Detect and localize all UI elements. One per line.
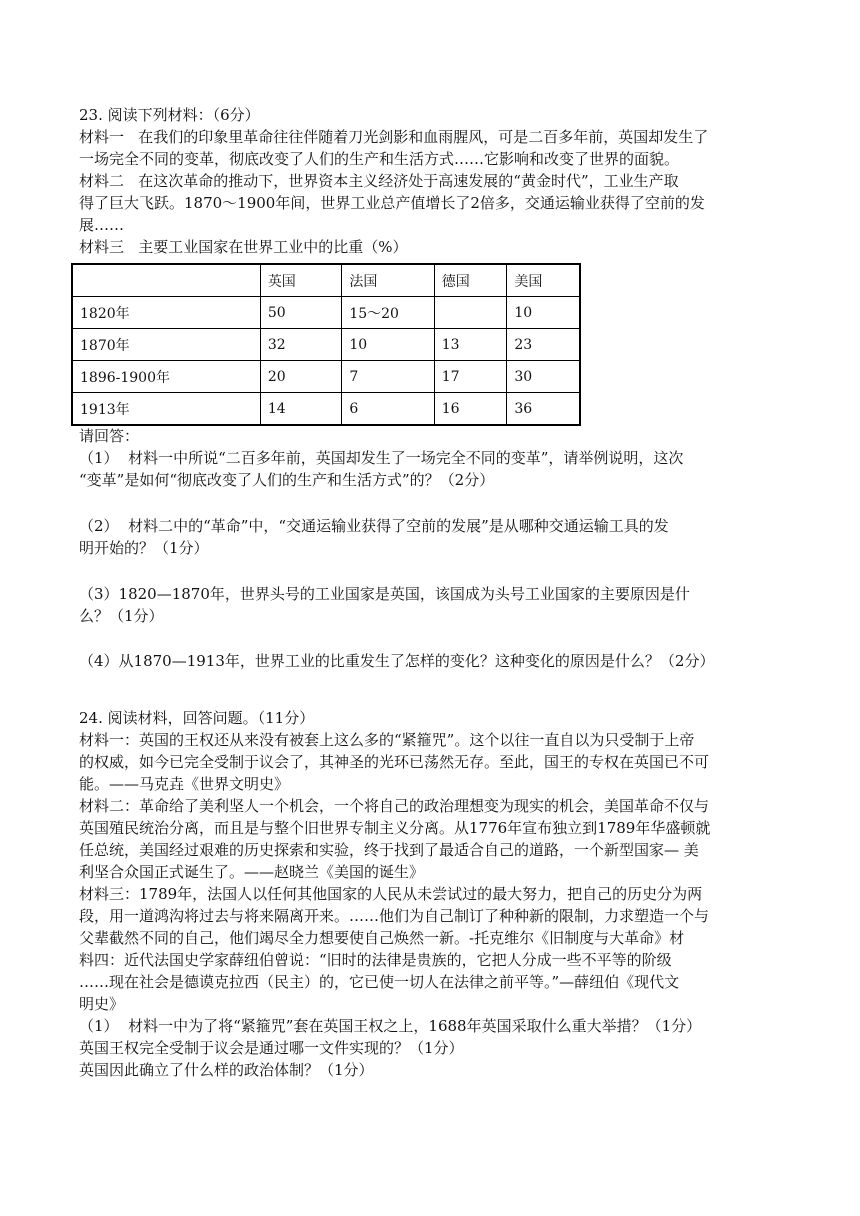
- q24-line: 材料三：1789年，法国人以任何其他国家的人民从未尝试过的最大努力，把自己的历史分为两: [79, 885, 703, 903]
- q23-q2-line-1: （2） 材料二中的“革命”中，“交通运输业获得了空前的发展”是从哪种交通运输工具的发: [79, 517, 669, 535]
- table-cell: 16: [434, 393, 507, 426]
- table-cell: 50: [260, 297, 342, 329]
- q23-q4-line-1: （4）从1870—1913年，世界工业的比重发生了怎样的变化？这种变化的原因是什么？（2分）: [79, 652, 715, 670]
- table-row: [72, 297, 580, 329]
- table-cell: 7: [342, 361, 434, 393]
- table-cell: 14: [260, 393, 342, 426]
- table-cell: 15～20: [342, 297, 434, 329]
- table-cell: 23: [507, 329, 580, 361]
- q24-question-line: （1） 材料一中为了将“紧箍咒”套在英国王权之上，1688年英国采取什么重大举措？（1分）: [79, 1017, 702, 1035]
- q24-line: 材料一：英国的王权还从来没有被套上这么多的“紧箍咒”。这个以往一直自以为只受制于上帝: [79, 731, 695, 749]
- q23-question-2: [79, 515, 791, 559]
- table-header-row: [72, 264, 580, 297]
- q23-question-3: [79, 583, 791, 627]
- table-cell: 10: [342, 329, 434, 361]
- q24-line: 能。——马克垚《世界文明史》: [79, 775, 290, 793]
- table-cell: 13: [434, 329, 507, 361]
- q23-material-1-line-2: 一场完全不同的变革，彻底改变了人们的生产和生活方式……它影响和改变了世界的面貌。: [79, 150, 680, 168]
- table-header-germany: 德国: [434, 264, 507, 297]
- q23-question-4: [79, 650, 791, 672]
- q24-heading: 24. 阅读材料，回答问题。（11分）: [79, 709, 315, 727]
- table-cell: 1896-1900年: [72, 361, 260, 393]
- table-cell: 1870年: [72, 329, 260, 361]
- table-cell: 6: [342, 393, 434, 426]
- table-cell: 20: [260, 361, 342, 393]
- q23-material-3-title: 材料三 主要工业国家在世界工业中的比重（%）: [79, 238, 408, 256]
- q23-q3-line-1: （3）1820—1870年，世界头号的工业国家是英国，该国成为头号工业国家的主要原因是什: [79, 585, 690, 603]
- table-row: [72, 393, 580, 426]
- table-cell: 30: [507, 361, 580, 393]
- table-cell: 1913年: [72, 393, 260, 426]
- table-header-usa: 美国: [507, 264, 580, 297]
- industry-share-table: [71, 263, 581, 426]
- q24-line: 利坚合众国正式诞生了。——赵晓兰《美国的诞生》: [79, 863, 425, 881]
- q23-block: [79, 104, 791, 258]
- q24-line: 任总统，美国经过艰难的历史探索和实验，终于找到了最适合自己的道路，一个新型国家— 美: [79, 841, 699, 859]
- table-cell: [434, 297, 507, 329]
- q24-question-line: 英国因此确立了什么样的政治体制？（1分）: [79, 1061, 374, 1079]
- q24-line: 英国殖民统治分离，而且是与整个旧世界专制主义分离。从1776年宣布独立到1789年华盛顿就: [79, 819, 711, 837]
- q23-q2-line-2: 明开始的？（1分）: [79, 539, 209, 557]
- q24-line: 材料二：革命给了美利坚人一个机会，一个将自己的政治理想变为现实的机会，美国革命不仅与: [79, 797, 710, 815]
- q24-line: ……现在社会是德谟克拉西（民主）的，它已使一切人在法律之前平等。”—薛纽伯《现代文: [79, 973, 680, 991]
- q24-line: 的权威，如今已完全受制于议会了，其神圣的光环已荡然无存。至此，国王的专权在英国已不可: [79, 753, 710, 771]
- q24-line: 段，用一道鸿沟将过去与将来隔离开来。……他们为自己制订了种种新的限制，力求塑造一个与: [79, 907, 710, 925]
- table-header-britain: 英国: [260, 264, 342, 297]
- answer-prompt: 请回答：: [79, 427, 140, 445]
- q23-material-2-line-3: 展……: [79, 216, 125, 234]
- q23-material-2-line-2: 得了巨大飞跃。1870～1900年间，世界工业总产值增长了2倍多，交通运输业获得了空前的发: [79, 194, 705, 212]
- table-cell: 17: [434, 361, 507, 393]
- table-row: [72, 329, 580, 361]
- q23-material-2-line-1: 材料二 在这次革命的推动下，世界资本主义经济处于高速发展的“黄金时代”，工业生产取: [79, 172, 679, 190]
- q23-q1-line-2: “变革”是如何“彻底改变了人们的生产和生活方式”的？（2分）: [79, 471, 495, 489]
- q24-line: 父辈截然不同的自己，他们竭尽全力想要使自己焕然一新。-托克维尔《旧制度与大革命》材: [79, 929, 685, 947]
- q24-block: [79, 707, 791, 1081]
- table-cell: 10: [507, 297, 580, 329]
- q23-q1-line-1: （1） 材料一中所说“二百多年前，英国却发生了一场完全不同的变革”，请举例说明，这次: [79, 449, 684, 467]
- q24-line: 料四：近代法国史学家薛纽伯曾说：“旧时的法律是贵族的，它把人分成一些不平等的阶级: [79, 951, 672, 969]
- table-cell: 1820年: [72, 297, 260, 329]
- q23-q3-line-2: 么？（1分）: [79, 607, 164, 625]
- table-cell: 36: [507, 393, 580, 426]
- q23-question-1: [79, 447, 791, 491]
- q23-heading: 23. 阅读下列材料：（6分）: [79, 106, 260, 124]
- q23-material-1-line-1: 材料一 在我们的印象里革命往往伴随着刀光剑影和血雨腥风，可是二百多年前，英国却发生了: [79, 128, 709, 146]
- table-cell: 32: [260, 329, 342, 361]
- table-cell: [72, 264, 260, 297]
- table-row: [72, 361, 580, 393]
- q24-line: 明史》: [79, 995, 125, 1013]
- q24-question-line: 英国王权完全受制于议会是通过哪一文件实现的？（1分）: [79, 1039, 464, 1057]
- table-header-france: 法国: [342, 264, 434, 297]
